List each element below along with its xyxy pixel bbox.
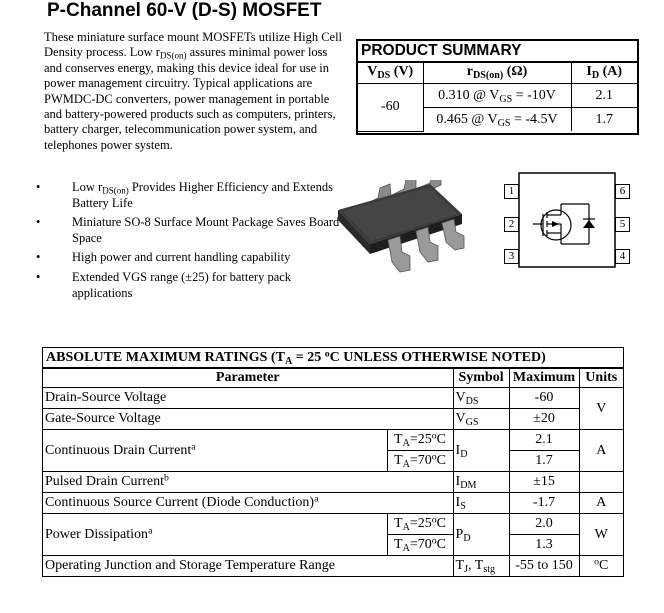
amr-header-parameter: Parameter — [43, 369, 453, 388]
ps-id-2: 1.7 — [571, 108, 637, 132]
ps-vds-value: -60 — [358, 84, 423, 132]
table-row: Operating Junction and Storage Temperature Range $T_J$, $T_{stg}$ -55 to 150 $^o$C — [43, 556, 623, 577]
pin-2: 2 — [504, 217, 519, 232]
table-row: Continuous Drain Current$^a$ $T_A=25^oC$ $I_D$ 2.1 A — [43, 430, 623, 451]
ps-rds-2: 0.465 @ $V_{GS} = -4.5V$ — [423, 108, 571, 132]
ps-col-vds: $V_{DS}$ (V) — [358, 61, 423, 84]
table-row: Continuous Source Current (Diode Conduction)$^a$ $I_S$ -1.7 A — [43, 493, 623, 514]
package-image — [330, 180, 470, 280]
table-row: $T_A=70^oC$ 1.3 — [43, 535, 623, 556]
table-row: Power Dissipation$^a$ $T_A=25^oC$ $P_D$ 2.0 W — [43, 514, 623, 535]
pin-5: 5 — [615, 217, 630, 232]
list-item: • Miniature SO-8 Surface Mount Package Saves Board Space — [36, 215, 340, 245]
table-row: Drain-Source Voltage $V_{DS}$ -60 V — [43, 388, 623, 409]
page-title: P-Channel 60-V (D-S) MOSFET — [47, 0, 322, 21]
amr-header-maximum: Maximum — [509, 369, 579, 388]
absolute-max-ratings-table — [42, 347, 624, 577]
amr-header-units: Units — [579, 369, 623, 388]
list-item: • High power and current handling capability — [36, 250, 291, 265]
product-summary-table — [356, 39, 639, 135]
ps-rds-1: 0.310 @ $V_{GS} = -10V$ — [423, 84, 571, 108]
table-row: Gate-Source Voltage $V_{GS}$ ±20 — [43, 409, 623, 430]
pin-1: 1 — [504, 184, 519, 199]
amr-title: ABSOLUTE MAXIMUM RATINGS ($T_A = 25$ $^o$C UNLESS OTHERWISE NOTED) — [43, 348, 623, 368]
table-row: $T_A=70^oC$ 1.7 — [43, 451, 623, 472]
table-row: Pulsed Drain Current$^b$ $I_{DM}$ ±15 — [43, 472, 623, 493]
ps-col-id: $I_D$ (A) — [571, 61, 637, 84]
feature-list — [36, 180, 342, 305]
pinout-diagram — [497, 170, 637, 270]
list-item: • Low $r_{DS(on)}$ Provides Higher Efficiency and Extends Battery Life — [36, 180, 333, 210]
ps-id-1: 2.1 — [571, 84, 637, 108]
amr-header-symbol: Symbol — [453, 369, 509, 388]
ps-col-rds: $r_{DS(on)}$ (Ω) — [423, 61, 571, 84]
pin-3: 3 — [504, 249, 519, 264]
intro-paragraph: These miniature surface mount MOSFETs utilize High Cell Density process. Low $r_{DS(on)}$ assures minimal power loss and conserves energy, making this device ideal for use in power management circuitry. Typical applications are PWMDC-DC converters, power management in portable and battery-powered products such as computers, printers, battery charger, telecommunication power system, and telephones power system. — [44, 30, 343, 152]
product-summary-header: PRODUCT SUMMARY — [358, 41, 637, 63]
list-item: • Extended VGS range (±25) for battery pack applications — [36, 269, 292, 300]
pin-6: 6 — [615, 184, 630, 199]
pin-4: 4 — [615, 249, 630, 264]
